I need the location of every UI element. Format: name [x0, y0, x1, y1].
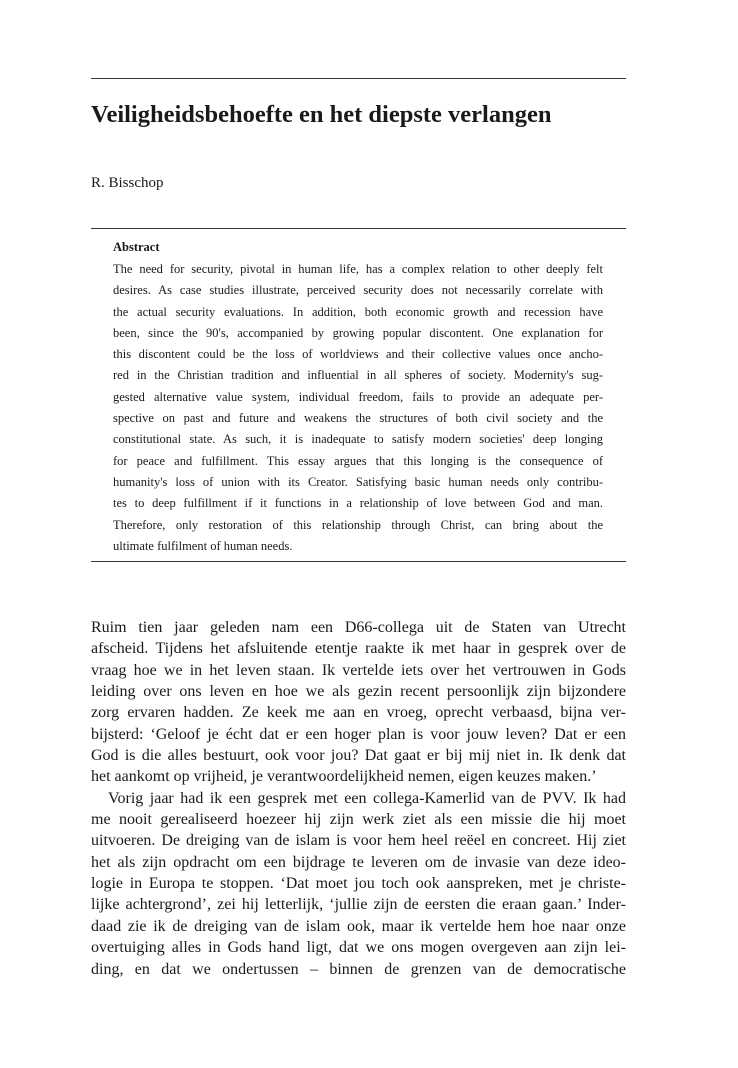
- body-line: Ruim tien jaar geleden nam een D66-collega uit de Staten van Utrecht: [91, 619, 626, 636]
- body-line: bijsterd: ‘Geloof je écht dat er een hoger plan is voor jouw leven? Dat er een: [91, 725, 626, 743]
- body-line: zorg ervaren hadden. Ze keek me aan en vroeg, oprecht verbaasd, bijna ver-: [91, 704, 626, 722]
- body-line: Vorig jaar had ik een gesprek met een collega-Kamerlid van de PVV. Ik had: [108, 789, 626, 807]
- abstract-block: [113, 238, 603, 557]
- article-title: Veiligheidsbehoefte en het diepste verlangen: [91, 101, 552, 128]
- abstract-line: tes to deep fulfillment if it functions in a relationship of love between God and man.: [113, 496, 603, 511]
- abstract-line: this discontent could be the loss of worldviews and their collective values once ancho-: [113, 347, 603, 362]
- body-line: ding, en dat we ondertussen – binnen de grenzen van de democratische: [91, 960, 626, 978]
- abstract-line: desires. As case studies illustrate, perceived security does not necessarily correlate with: [113, 283, 603, 298]
- body-line: God is die alles bestuurt, ook voor jou? Dat gaat er bij mij niet in. Ik denk dat: [91, 747, 626, 765]
- body-line: uitvoeren. De dreiging van de islam is voor hem heel reëel en concreet. Hij ziet: [91, 832, 626, 850]
- abstract-line: spective on past and future and weakens the structures of both civil society and the: [113, 411, 603, 426]
- body-line: het aankomt op vrijheid, je verantwoordelijkheid nemen, eigen keuzes maken.’: [91, 768, 597, 786]
- abstract-bottom-rule: [91, 561, 626, 562]
- abstract-line: Therefore, only restoration of this relationship through Christ, can bring about the: [113, 517, 603, 532]
- abstract-line: red in the Christian tradition and influential in all spheres of society. Modernity's sug-: [113, 368, 603, 383]
- body-line: lijke achtergrond’, zei hij letterlijk, ‘jullie zijn de eersten die eraan gaan.’ Inder-: [91, 896, 626, 914]
- body-line: logie in Europa te stoppen. ‘Dat moet jou toch ook aanspreken, met je christe-: [91, 875, 626, 893]
- body-text: [91, 617, 626, 980]
- article-author: R. Bisschop: [91, 175, 164, 191]
- top-rule: [91, 78, 626, 79]
- body-line: me nooit gerealiseerd hoezeer hij zijn werk ziet als een missie die hij moet: [91, 811, 626, 829]
- abstract-line: been, since the 90's, accompanied by growing popular discontent. One explanation for: [113, 325, 603, 340]
- abstract-line: The need for security, pivotal in human life, has a complex relation to other deeply felt: [113, 262, 603, 276]
- abstract-line: humanity's loss of union with its Creator. Satisfying basic human needs only contribu-: [113, 474, 603, 489]
- body-line: daad zie ik de dreiging van de islam ook, maar ik vertelde hem hoe naar onze: [91, 917, 626, 935]
- body-line: vraag hoe we in het leven staan. Ik vertelde iets over het vertrouwen in Gods: [91, 661, 626, 679]
- abstract-line: gested alternative value system, individual freedom, fails to provide an adequate per-: [113, 389, 603, 404]
- abstract-line: ultimate fulfilment of human needs.: [113, 538, 293, 553]
- abstract-line: for peace and fulfillment. This essay argues that this longing is the consequence of: [113, 453, 603, 468]
- abstract-top-rule: [91, 228, 626, 229]
- abstract-line: constitutional state. As such, it is inadequate to satisfy modern societies' deep longing: [113, 432, 603, 447]
- body-line: afscheid. Tijdens het afsluitende etentje raakte ik met haar in gesprek over de: [91, 640, 626, 658]
- abstract-line: the actual security evaluations. In addition, both economic growth and recession have: [113, 304, 603, 319]
- body-line: het als zijn opdracht om een bijdrage te leveren om de invasie van deze ideo-: [91, 853, 626, 871]
- abstract-heading: Abstract: [113, 240, 160, 254]
- body-line: leiding over ons leven en hoe we als gezin recent persoonlijk zijn bijzondere: [91, 683, 626, 701]
- body-line: overtuiging alles in Gods hand ligt, dat we ons mogen overgeven aan zijn lei-: [91, 939, 626, 957]
